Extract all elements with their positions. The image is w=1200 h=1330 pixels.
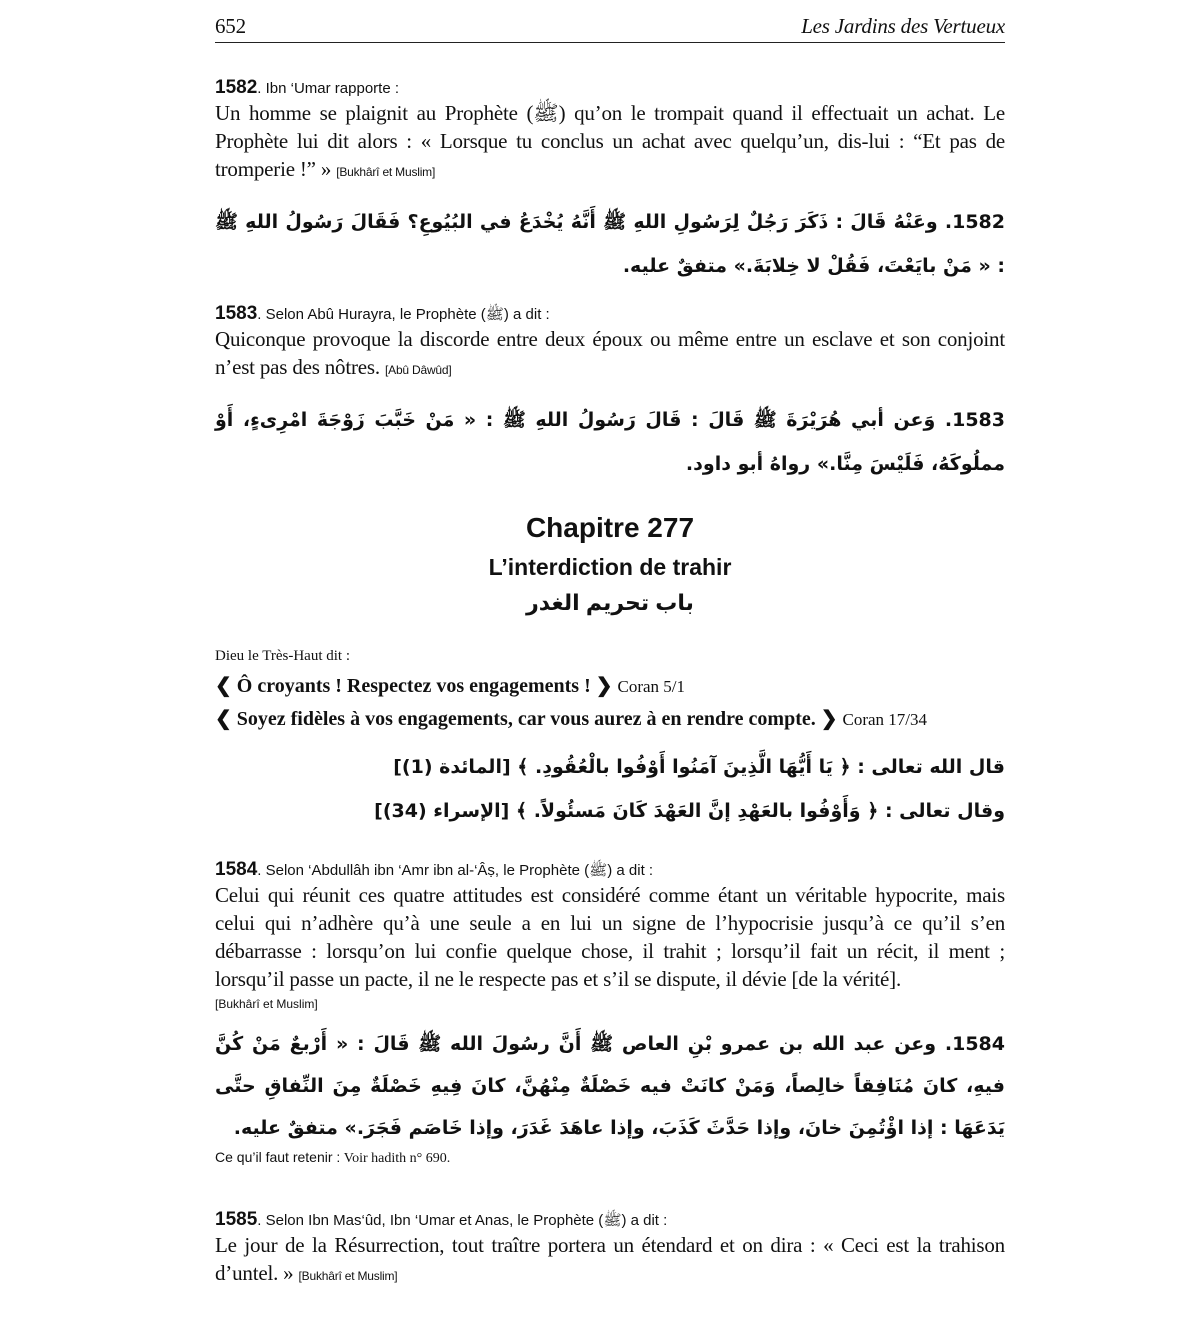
- page-number: 652: [215, 14, 246, 38]
- hadith-text: [215, 1231, 1005, 1290]
- hadith-1582: [215, 78, 1005, 288]
- hadith-number: 1584: [215, 859, 258, 880]
- verse-2: [215, 703, 1005, 736]
- hadith-heading: [215, 304, 1005, 325]
- hadith-number: 1583: [215, 303, 258, 324]
- hadith-number: 1582: [215, 77, 258, 98]
- verse-text: ❮ Soyez fidèles à vos engagements, car vous aurez à en rendre compte. ❯: [215, 708, 838, 730]
- hadith-intro: . Selon Abû Hurayra, le Prophète (ﷺ) a dit :: [257, 306, 550, 323]
- hadith-1585: [215, 1210, 1005, 1290]
- hadith-1584: [215, 860, 1005, 1167]
- hadith-body: Un homme se plaignit au Prophète (ﷺ) qu’on le trompait quand il effectuait un achat. Le Prophète lui dit alors : « Lorsque tu conclus un achat avec quelqu’un, dis-lui : “Et pas de tromperie !” »: [215, 101, 1005, 181]
- hadith-intro: . Selon ‘Abdullâh ibn ‘Amr ibn al-‘Âṣ, le Prophète (ﷺ) a dit :: [257, 862, 654, 879]
- hadith-source: [Bukhârî et Muslim]: [298, 1269, 398, 1283]
- hadith-arabic: 1584. وعن عبد الله بن عمرو بْنِ العاص ﷺ أَنَّ رسُولَ الله ﷺ قَالَ : « أَرْبعٌ مَنْ كُنَّ فيهِ، كانَ مُنَافِقاً خالِصاً، وَمَنْ كانَتْ فيه خَصْلَةٌ مِنْهُنَّ، كانَ فِيهِ خَصْلَةٌ مِنَ النِّفاقِ حتَّى يَدَعَهَا : إذا اؤْتُمِنَ خانَ، وإذا حَدَّثَ كَذَبَ، وإذا عاهَدَ غَدَرَ، وإذا خَاصَم فَجَرَ.» متفقٌ عليه.: [215, 1033, 1005, 1139]
- hadith-body: Quiconque provoque la discorde entre deux époux ou même entre un esclave et son conjoint n’est pas des nôtres.: [215, 327, 1005, 379]
- chapter-arabic-title: باب تحريم الغدر: [526, 590, 694, 615]
- hadith-heading: [215, 860, 1005, 881]
- hadith-note: [215, 1149, 1005, 1167]
- hadith-number: 1585: [215, 1209, 258, 1230]
- hadith-source: [Abû Dâwûd]: [385, 363, 452, 377]
- hadith-source: [Bukhârî et Muslim]: [336, 165, 436, 179]
- verse-ref: Coran 5/1: [617, 677, 686, 696]
- verse-1: [215, 670, 1005, 703]
- hadith-body: Le jour de la Résurrection, tout traître portera un étendard et on dira : « Ceci est la trahison d’untel. »: [215, 1233, 1005, 1285]
- chapter-number: Chapitre 277: [525, 512, 695, 543]
- hadith-1583: [215, 304, 1005, 486]
- note-text: Voir hadith n° 690.: [343, 1151, 451, 1166]
- hadith-source: [Bukhârî et Muslim]: [215, 997, 318, 1011]
- hadith-text: Celui qui réunit ces quatre attitudes est considéré comme étant un véritable hypocrite, mais celui qui n’adhère qu’à une seule a en lui un signe de l’hypocrisie jusqu’à ce qu’il s’en débarrasse : lorsqu’on lui confie quelque chose, il trahit ; lorsqu’il fait un récit, il ment ; lorsqu’il passe un pacte, il ne le respecte pas et s’il se dispute, il dévie [de la vérité].: [215, 883, 1005, 991]
- verse-text: ❮ Ô croyants ! Respectez vos engagements ! ❯: [215, 675, 613, 697]
- note-label: Ce qu’il faut retenir :: [215, 1149, 341, 1165]
- hadith-heading: [215, 78, 1005, 99]
- arabic-verse-1: قال الله تعالى : ﴿ يَا أَيُّهَا الَّذِينَ آمَنُوا أَوْفُوا بالْعُقُودِ. ﴾ [المائدة (1)]: [393, 756, 1005, 778]
- hadith-text: [215, 325, 1005, 384]
- chapter-title: L’interdiction de trahir: [488, 554, 732, 580]
- hadith-heading: [215, 1210, 1005, 1231]
- running-title: Les Jardins des Vertueux: [801, 14, 1005, 38]
- header-rule: [215, 42, 1005, 43]
- hadith-arabic: 1583. وَعن أبي هُرَيْرَةَ ﷺ قَالَ : قَالَ رَسُولُ اللهِ ﷺ : « مَنْ خَبَّبَ زَوْجَةَ امْرِىءٍ، أَوْ مملُوكَهُ، فَلَيْسَ مِنَّا.» رواهُ أبو داود.: [215, 409, 1005, 475]
- hadith-text: [215, 99, 1005, 186]
- verse-ref: Coran 17/34: [842, 710, 928, 729]
- hadith-arabic: 1582. وعَنْهُ قَالَ : ذَكَرَ رَجُلٌ لِرَسُولِ اللهِ ﷺ أَنَّهُ يُخْدَعُ في البُيُوعِ؟ فَقَالَ رَسُولُ اللهِ ﷺ : « مَنْ بايَعْتَ، فَقُلْ لا خِلابَةَ.» متفقٌ عليه.: [215, 211, 1005, 277]
- verse-intro: Dieu le Très-Haut dit :: [215, 648, 350, 664]
- arabic-verse-2: وقال تعالى : ﴿ وَأَوْفُوا بالعَهْدِ إنَّ العَهْدَ كَانَ مَسئُولاً. ﴾ [الإسراء (34)]: [374, 800, 1005, 822]
- hadith-intro: . Ibn ‘Umar rapporte :: [257, 80, 400, 97]
- hadith-intro: . Selon Ibn Mas‘ûd, Ibn ‘Umar et Anas, le Prophète (ﷺ) a dit :: [257, 1212, 668, 1229]
